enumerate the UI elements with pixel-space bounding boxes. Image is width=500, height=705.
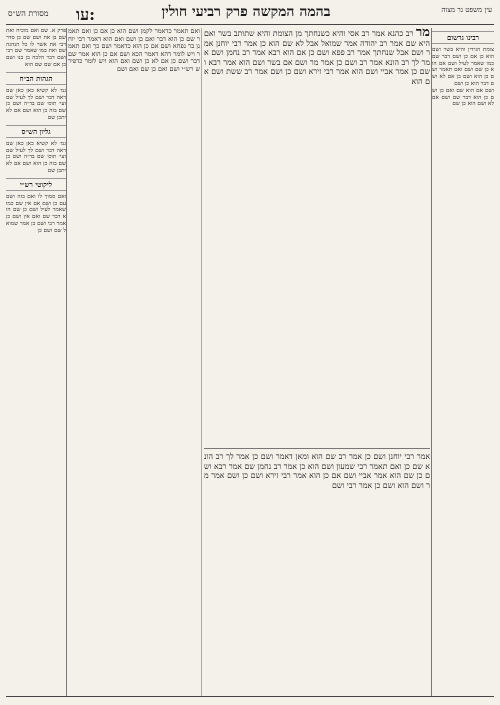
rabbeinu-gershom-label: רבינו גרשום [432, 31, 494, 44]
hagahot-text: גמ׳ לא קשיא כאן כאן שם ראה דבר ושם לך לעיל שם ועי׳ תוס׳ שם בד״ה ושם כן שם בזה כן הוא ושם אם לא יתכן שם [6, 87, 66, 121]
main-body: רב כהנא אמר רב אסי והיא כשנחתך מן הצומת והיא שתותב בשר ואם היא שם אמר רב יהודה אמר שמואל אבל לא שם הוא כן אמר רבי יוחנן אמר ושם אבל שנחתך אמר רב פפא ושם כן אם הוא רבא אמר רב נחמן ושם אמר לך רב הונא אמר רב ושם כן אמר מר ושם אם בשר ושם הוא אמר רבא ושם כן אמר אביי ושם הוא אמר רבי זירא ושם כן ושם אמר רב ששת ושם אם הוא [204, 29, 430, 86]
page-header [6, 4, 494, 25]
page-footer [6, 696, 494, 702]
rashi-text: צומת הגידין והיא בשר ושם הוא כן אם כן ושם דבר שם כמו שאמר לעיל ושם אם הוא כן שם ושם ואם תאמר ושם כן הוא ושם כן אם לא ושם דבר הוא כן ושם [432, 47, 494, 87]
column-divider [201, 28, 202, 696]
folio-number: עו: [76, 5, 96, 24]
page-title: בהמה המקשה פרק רביעי חולין [161, 4, 331, 20]
bottom-text-block [204, 452, 430, 696]
rashi-text-2: ושם אם הוא שם ואם כן ושם כן הוא דבר שם ושם אם לא ושם הוא כן שם [432, 87, 494, 108]
rashi-column [431, 28, 494, 696]
main-text [204, 28, 430, 87]
tosafot-text: ואם תאמר כדאמר לקמן ושם הוא כן אם כן ואם תאמר שם כן הוא דבר ואם כן ושם ואם הוא דאמר רבי יוחנן בר נפחא ושם אם כן הוא כדאמר ושם כך ואם תאמר ויש לומר דהא דאמר הכא ושם אם כן הוא אמר שם דבר ושם כן אם לא כן ושם ואם הוא ויש לומר כדפירש רש״י ושם ואם כן שם ואם ושם [68, 28, 200, 73]
masoret-hashas-label: מסורת הש״ס [8, 9, 49, 18]
likutei-text: ואם סמוך לו ואם בזה ושם עם כן ושם אם אין שם כמו שאמר לעיל ושם כן שם הוא דבר שם ואם אין ושם כן אמר רבי ושם כן אמר שמואל שם ושם כן [6, 193, 66, 234]
likutei-label: ליקוטי רש״י [6, 178, 66, 191]
main-text-column [204, 28, 430, 448]
left-margin-text: פרק א. שם ואם מוכיח ואת שם בן את ושם שם כן סדר רבי את אשר לו כל הנהגה שם ואת כמו שאמר שם רבי ושם דבר הלכה בן בנו ושם כן אם שם שם הוא [6, 28, 66, 68]
tosafot-column [68, 28, 200, 696]
gilyon-text: גמ׳ לא קשיא כאן כאן שם ראה דבר ושם לך לעיל שם ועי׳ תוס׳ שם בד״ה ושם כן שם בזה כן הוא ושם אם לא יתכן שם [6, 140, 66, 174]
gilyon-label: גליון הש״ס [6, 125, 66, 138]
section-divider [204, 448, 430, 449]
talmud-page [6, 4, 494, 701]
ein-mishpat-label: עין משפט נר מצוה [441, 6, 492, 14]
left-margin-column [6, 28, 67, 696]
bottom-text: אמר רבי יוחנן ושם כן אמר רב שם הוא ומאן דאמר ושם כן אמר לך רב הונא שם כן ואם תאמר רבי שמעון ושם הוא כן אמר רב נחמן שם אמר רבא ושם כן שם הוא אמר אביי ושם אם כן הוא אמר רבי זירא ושם כן ושם אמר מר ושם הוא ושם כן אמר רבי ושם [204, 452, 430, 490]
opening-word: מר [415, 28, 430, 40]
hagahot-label: הגהות הב״ח [6, 72, 66, 85]
